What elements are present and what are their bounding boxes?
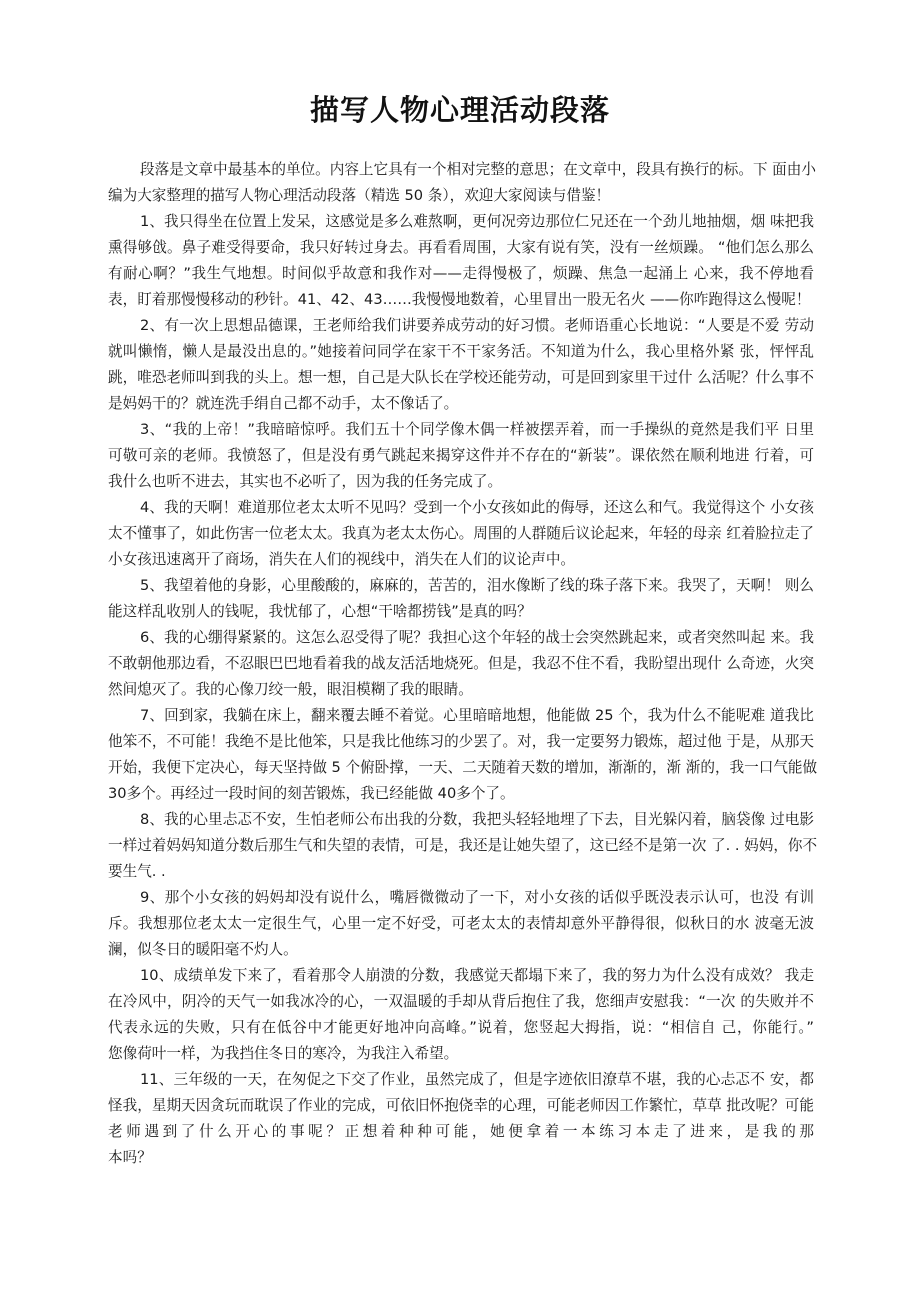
paragraph-line: 4、我的天啊！难道那位老太太听不见吗？受到一个小女孩如此的侮辱，还这么和气。我觉得这个 小女孩 bbox=[140, 499, 814, 516]
paragraph-line: 9、那个小女孩的妈妈却没有说什么，嘴唇微微动了一下，对小女孩的话似乎既没表示认可，也没 有训 bbox=[140, 889, 814, 906]
paragraph-line: 可敬可亲的老师。我愤怒了，但是没有勇气跳起来揭穿这件并不存在的“新装”。课依然在顺利地进 行着，可 bbox=[108, 447, 814, 464]
paragraph-line: 跳，唯恐老师叫到我的头上。想一想，自己是大队长在学校还能劳动，可是回到家里干过什 么活呢？什么事不 bbox=[108, 369, 814, 386]
paragraph-line: 7、回到家，我躺在床上，翻来覆去睡不着觉。心里暗暗地想，他能做 25 个，我为什么不能呢难 道我比 bbox=[140, 707, 814, 724]
paragraph-line: 11、三年级的一天，在匆促之下交了作业，虽然完成了，但是字迹依旧潦草不堪，我的心忐忑不 安，都 bbox=[140, 1071, 814, 1088]
paragraph-line: 他笨不，不可能！我绝不是比他笨，只是我比他练习的少罢了。对，我一定要努力锻炼，超过他 于是，从那天 bbox=[108, 733, 814, 750]
numbered-paragraph bbox=[108, 885, 814, 963]
paragraph-line: 3、“我的上帝！”我暗暗惊呼。我们五十个同学像木偶一样被摆弄着，而一手操纵的竟然是我们平 日里 bbox=[140, 421, 814, 438]
paragraph-line: 有耐心啊？”我生气地想。时间似乎故意和我作对——走得慢极了，烦躁、焦急一起涌上 心来，我不停地看 bbox=[108, 265, 814, 282]
paragraph-line: 我什么也听不进去，其实也不必听了，因为我的任务完成了。 bbox=[108, 473, 503, 490]
paragraph-line: 1、我只得坐在位置上发呆，这感觉是多么难熬啊，更何况旁边那位仁兄还在一个劲儿地抽烟，烟 味把我 bbox=[140, 213, 814, 230]
paragraph-line: 澜，似冬日的暖阳毫不灼人。 bbox=[108, 941, 298, 958]
paragraph-line: 熏得够戗。鼻子难受得要命，我只好转过身去。再看看周围，大家有说有笑，没有一丝烦躁。 “他们怎么那么 bbox=[108, 239, 814, 256]
paragraph-line: 斥。我想那位老太太一定很生气，心里一定不好受，可老太太的表情却意外平静得很，似秋日的水 波毫无波 bbox=[108, 915, 814, 932]
paragraph-line: 6、我的心绷得紧紧的。这怎么忍受得了呢？我担心这个年轻的战士会突然跳起来，或者突然叫起 来。我 bbox=[140, 629, 814, 646]
paragraph-line: 开始，我便下定决心，每天坚持做 5 个俯卧撑，一天、二天随着天数的增加，渐渐的，渐 渐的，我一口气能做 bbox=[108, 759, 818, 776]
paragraph-line: 太不懂事了，如此伤害一位老太太。我真为老太太伤心。周围的人群随后议论起来，年轻的母亲 红着脸拉走了 bbox=[108, 525, 814, 542]
paragraph-line: 8、我的心里忐忑不安，生怕老师公布出我的分数，我把头轻轻地埋了下去，目光躲闪着，脑袋像 过电影 bbox=[140, 811, 814, 828]
paragraph-line: 30多个。再经过一段时间的刻苦锻炼，我已经能做 40多个了。 bbox=[108, 785, 515, 802]
numbered-paragraph bbox=[108, 209, 814, 313]
numbered-paragraph bbox=[108, 625, 814, 703]
paragraph-line: 就叫懒惰，懒人是最没出息的。”她接着问同学在家干不干家务活。不知道为什么，我心里格外紧 张，怦怦乱 bbox=[108, 343, 814, 360]
document-body bbox=[108, 157, 818, 1171]
paragraph-line: 编为大家整理的描写人物心理活动段落（精选 50 条），欢迎大家阅读与借鉴！ bbox=[108, 187, 611, 204]
intro-paragraph bbox=[108, 157, 814, 209]
paragraph-line: 10、成绩单发下来了，看着那令人崩溃的分数，我感觉天都塌下来了，我的努力为什么没有成效？ 我走 bbox=[140, 967, 814, 984]
paragraph-line: 段落是文章中最基本的单位。内容上它具有一个相对完整的意思；在文章中，段具有换行的标。下 面由小 bbox=[140, 161, 816, 178]
paragraph-line: 您像荷叶一样，为我挡住冬日的寒冷，为我注入希望。 bbox=[108, 1045, 459, 1062]
paragraph-line: 小女孩迅速离开了商场，消失在人们的视线中，消失在人们的议论声中。 bbox=[108, 551, 576, 568]
paragraph-line: 不敢朝他那边看，不忍眼巴巴地看着我的战友活活地烧死。但是，我忍不住不看，我盼望出现什 么奇迹，火突 bbox=[108, 655, 814, 672]
numbered-paragraph bbox=[108, 313, 814, 417]
paragraph-line: 代表永远的失败，只有在低谷中才能更好地冲向高峰。”说着，您竖起大拇指，说：“相信自 己，你能行。” bbox=[108, 1019, 814, 1036]
numbered-paragraph bbox=[108, 495, 814, 573]
paragraph-line: 2、有一次上思想品德课，王老师给我们讲要养成劳动的好习惯。老师语重心长地说：“人要是不爱 劳动 bbox=[140, 317, 814, 334]
paragraph-line: 表，盯着那慢慢移动的秒针。41、42、43……我慢慢地数着，心里冒出一股无名火 ——你咋跑得这么慢呢！ bbox=[108, 291, 811, 308]
numbered-paragraph bbox=[108, 807, 818, 885]
numbered-paragraph bbox=[108, 963, 814, 1067]
numbered-paragraph bbox=[108, 417, 814, 495]
numbered-paragraph bbox=[108, 573, 814, 625]
paragraph-line: 然间熄灭了。我的心像刀绞一般，眼泪模糊了我的眼睛。 bbox=[108, 681, 473, 698]
paragraph-line: 是妈妈干的？就连洗手绢自己都不动手，太不像话了。 bbox=[108, 395, 459, 412]
numbered-paragraph bbox=[108, 703, 818, 807]
paragraph-line: 一样过着妈妈知道分数后那生气和失望的表情，可是，我还是让她失望了，这已经不是第一次 了. . 妈妈，你不 bbox=[108, 837, 818, 854]
paragraph-line: 要生气. . bbox=[108, 863, 166, 880]
paragraph-line: 怪我，星期天因贪玩而耽误了作业的完成，可依旧怀抱侥幸的心理，可能老师因工作繁忙，草草 批改呢？可能 bbox=[108, 1097, 814, 1114]
paragraph-line: 本吗？ bbox=[108, 1149, 152, 1166]
paragraph-line: 能这样乱收别人的钱呢，我忧郁了，心想“干啥都捞钱”是真的吗？ bbox=[108, 603, 532, 620]
paragraph-line: 老师遇到了什么开心的事呢？正想着种种可能，她便拿着一本练习本走了进来，是我的那 bbox=[108, 1123, 814, 1140]
numbered-paragraph bbox=[108, 1067, 814, 1171]
paragraph-line: 5、我望着他的身影，心里酸酸的，麻麻的，苦苦的，泪水像断了线的珠子落下来。我哭了，天啊！ 则么 bbox=[140, 577, 814, 594]
document-title: 描写人物心理活动段落 bbox=[309, 93, 610, 127]
paragraph-line: 在冷风中，阴冷的天气一如我冰冷的心，一双温暖的手却从背后抱住了我，您细声安慰我：“一次 的失败并不 bbox=[108, 993, 814, 1010]
